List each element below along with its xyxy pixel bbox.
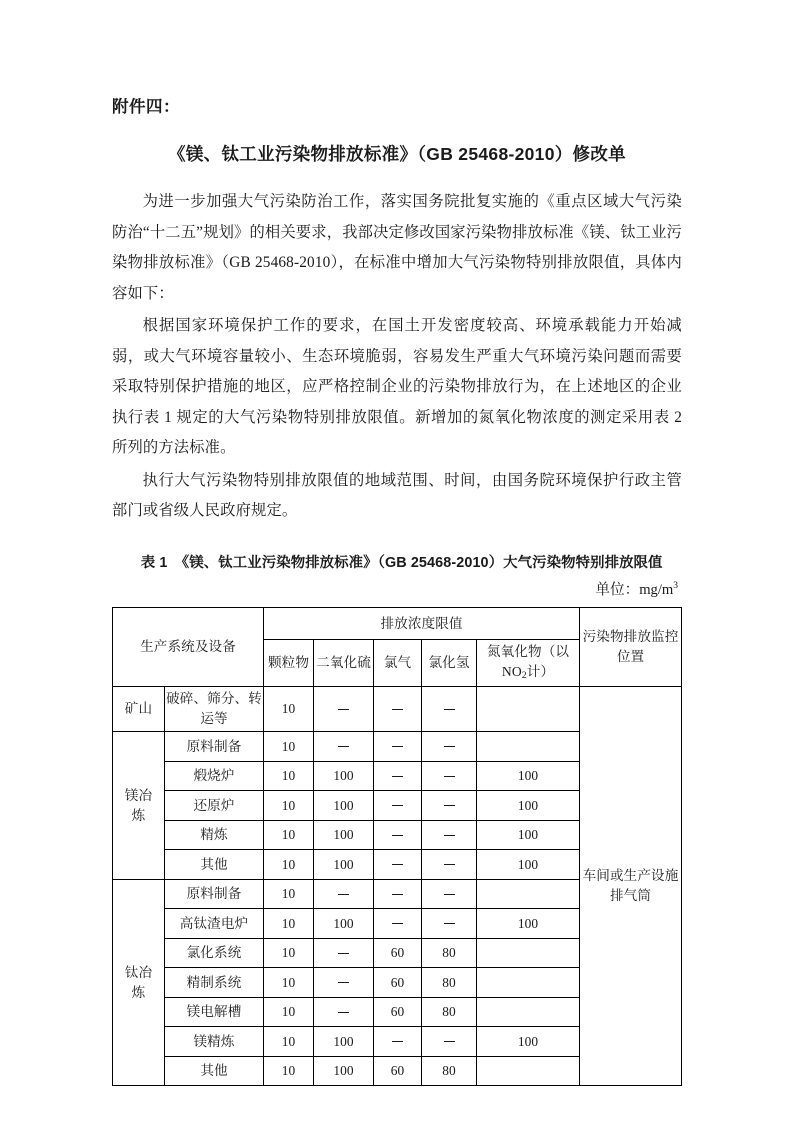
monitor-position-line1: 车间或生产设施	[582, 868, 679, 884]
nox-value-cell	[477, 732, 580, 762]
table-caption: 表 1 《镁、钛工业污染物排放标准》（GB 25468-2010）大气污染物特别排放限值	[140, 554, 663, 571]
cl2-value-cell	[374, 909, 422, 939]
nox-value-cell	[477, 879, 580, 909]
dash-mark	[444, 864, 455, 865]
header-nox-subscript: 2	[521, 670, 527, 682]
hcl-value-cell: 80	[422, 938, 477, 968]
body-paragraph-2: 根据国家环境保护工作的要求，在国土开发密度较高、环境承载能力开始减弱，或大气环境容量较小、生态环境脆弱，容易发生严重大气环境污染问题而需要采取特别保护措施的地区，应严格控制企业的污染物排放行为，在上述地区的企业执行表 1 规定的大气污染物特别排放限值。新增加的氮氧化物浓度的测定采用表 2 所列的方法标准。	[112, 317, 682, 457]
so2-value-cell: 100	[314, 761, 374, 791]
nox-value-cell	[477, 968, 580, 998]
dash-mark	[392, 776, 403, 777]
nox-value-cell	[477, 687, 580, 732]
cl2-value-cell: 60	[374, 938, 422, 968]
cl2-value-cell	[374, 732, 422, 762]
dash-mark	[444, 1041, 455, 1042]
equipment-cell: 氯化系统	[165, 938, 264, 968]
page-title: 《镁、钛工业污染物排放标准》（GB 25468-2010）修改单	[168, 144, 626, 165]
so2-value-cell: 100	[314, 791, 374, 821]
header-so2: 二氧化硫	[314, 640, 374, 687]
table-header-row-1	[113, 608, 682, 640]
nox-value-cell: 100	[477, 791, 580, 821]
emission-limits-table	[112, 607, 682, 1086]
body-paragraph-1: 为进一步加强大气污染防治工作，落实国务院批复实施的《重点区域大气污染防治“十二五”规划》的相关要求，我部决定修改国家污染物排放标准《镁、钛工业污染物排放标准》（GB 25468-2010），在标准中增加大气污染物特别排放限值，具体内容如下：	[112, 193, 682, 302]
header-nox-tail: 计）	[526, 664, 555, 680]
hcl-value-cell	[422, 820, 477, 850]
group-label-cell: 镁冶 炼	[113, 732, 165, 880]
header-system-equipment: 生产系统及设备	[113, 608, 264, 687]
dash-mark	[338, 894, 349, 895]
hcl-value-cell	[422, 761, 477, 791]
so2-value-cell	[314, 968, 374, 998]
dash-mark	[444, 835, 455, 836]
equipment-cell: 原料制备	[165, 732, 264, 762]
dash-mark	[338, 746, 349, 747]
cl2-value-cell	[374, 879, 422, 909]
dash-mark	[444, 709, 455, 710]
table-header	[113, 608, 682, 687]
cl2-value-cell	[374, 791, 422, 821]
dash-mark	[392, 709, 403, 710]
header-nox-formula: NO	[501, 664, 522, 680]
equipment-cell: 煅烧炉	[165, 761, 264, 791]
so2-value-cell: 100	[314, 820, 374, 850]
header-nox-line1: 氮氧化物（以	[486, 644, 570, 660]
nox-value-cell: 100	[477, 850, 580, 880]
hcl-value-cell: 80	[422, 968, 477, 998]
cl2-value-cell	[374, 850, 422, 880]
particulate-value-cell: 10	[264, 1027, 314, 1057]
dash-mark	[392, 805, 403, 806]
header-concentration-group: 排放浓度限值	[264, 608, 580, 640]
cl2-value-cell	[374, 687, 422, 732]
hcl-value-cell	[422, 791, 477, 821]
particulate-value-cell: 10	[264, 732, 314, 762]
group-label-cell: 矿山	[113, 687, 165, 732]
monitor-position-cell	[580, 687, 682, 1086]
unit-exponent: 3	[673, 581, 678, 592]
dash-mark	[338, 1012, 349, 1013]
group-label-cell: 钛冶 炼	[113, 879, 165, 1086]
equipment-cell: 其他	[165, 850, 264, 880]
attachment-label: 附件四：	[112, 98, 180, 116]
dash-mark	[392, 1041, 403, 1042]
nox-value-cell: 100	[477, 1027, 580, 1057]
dash-mark	[392, 894, 403, 895]
dash-mark	[392, 864, 403, 865]
dash-mark	[444, 776, 455, 777]
document-content	[112, 96, 682, 1086]
cl2-value-cell	[374, 820, 422, 850]
particulate-value-cell: 10	[264, 820, 314, 850]
equipment-cell: 高钛渣电炉	[165, 909, 264, 939]
body-paragraph-3: 执行大气污染物特别排放限值的地域范围、时间，由国务院环境保护行政主管部门或省级人民政府规定。	[112, 471, 682, 520]
cl2-value-cell	[374, 761, 422, 791]
dash-mark	[392, 923, 403, 924]
particulate-value-cell: 10	[264, 879, 314, 909]
dash-mark	[444, 923, 455, 924]
equipment-cell: 精制系统	[165, 968, 264, 998]
cl2-value-cell: 60	[374, 1056, 422, 1086]
dash-mark	[338, 709, 349, 710]
header-cl2: 氯气	[374, 640, 422, 687]
table-row	[113, 687, 682, 732]
nox-value-cell	[477, 1056, 580, 1086]
dash-mark	[338, 953, 349, 954]
so2-value-cell: 100	[314, 1027, 374, 1057]
dash-mark	[444, 805, 455, 806]
so2-value-cell: 100	[314, 909, 374, 939]
hcl-value-cell	[422, 732, 477, 762]
particulate-value-cell: 10	[264, 687, 314, 732]
particulate-value-cell: 10	[264, 909, 314, 939]
cl2-value-cell: 60	[374, 968, 422, 998]
dash-mark	[338, 982, 349, 983]
equipment-cell: 精炼	[165, 820, 264, 850]
so2-value-cell	[314, 997, 374, 1027]
nox-value-cell: 100	[477, 909, 580, 939]
particulate-value-cell: 10	[264, 1056, 314, 1086]
equipment-cell: 镁精炼	[165, 1027, 264, 1057]
equipment-cell: 还原炉	[165, 791, 264, 821]
hcl-value-cell	[422, 850, 477, 880]
particulate-value-cell: 10	[264, 938, 314, 968]
header-hcl: 氯化氢	[422, 640, 477, 687]
unit-text: 单位：mg/m	[595, 582, 674, 599]
hcl-value-cell: 80	[422, 1056, 477, 1086]
so2-value-cell	[314, 879, 374, 909]
particulate-value-cell: 10	[264, 968, 314, 998]
particulate-value-cell: 10	[264, 850, 314, 880]
dash-mark	[392, 746, 403, 747]
equipment-cell: 其他	[165, 1056, 264, 1086]
header-monitor-position: 污染物排放监控位置	[580, 608, 682, 687]
particulate-value-cell: 10	[264, 997, 314, 1027]
particulate-value-cell: 10	[264, 761, 314, 791]
header-particulate: 颗粒物	[264, 640, 314, 687]
equipment-cell: 镁电解槽	[165, 997, 264, 1027]
equipment-cell: 破碎、筛分、转 运等	[165, 687, 264, 732]
equipment-cell: 原料制备	[165, 879, 264, 909]
dash-mark	[444, 746, 455, 747]
nox-value-cell: 100	[477, 761, 580, 791]
so2-value-cell	[314, 687, 374, 732]
nox-value-cell	[477, 938, 580, 968]
hcl-value-cell	[422, 909, 477, 939]
cl2-value-cell	[374, 1027, 422, 1057]
dash-mark	[392, 835, 403, 836]
nox-value-cell	[477, 997, 580, 1027]
hcl-value-cell	[422, 687, 477, 732]
dash-mark	[444, 894, 455, 895]
header-nox	[477, 640, 580, 687]
particulate-value-cell: 10	[264, 791, 314, 821]
hcl-value-cell	[422, 879, 477, 909]
nox-value-cell: 100	[477, 820, 580, 850]
table-unit-label	[112, 578, 682, 599]
monitor-position-line2: 排气筒	[609, 888, 652, 904]
table-body	[113, 687, 682, 1086]
hcl-value-cell: 80	[422, 997, 477, 1027]
cl2-value-cell: 60	[374, 997, 422, 1027]
so2-value-cell: 100	[314, 850, 374, 880]
so2-value-cell	[314, 732, 374, 762]
hcl-value-cell	[422, 1027, 477, 1057]
so2-value-cell: 100	[314, 1056, 374, 1086]
so2-value-cell	[314, 938, 374, 968]
